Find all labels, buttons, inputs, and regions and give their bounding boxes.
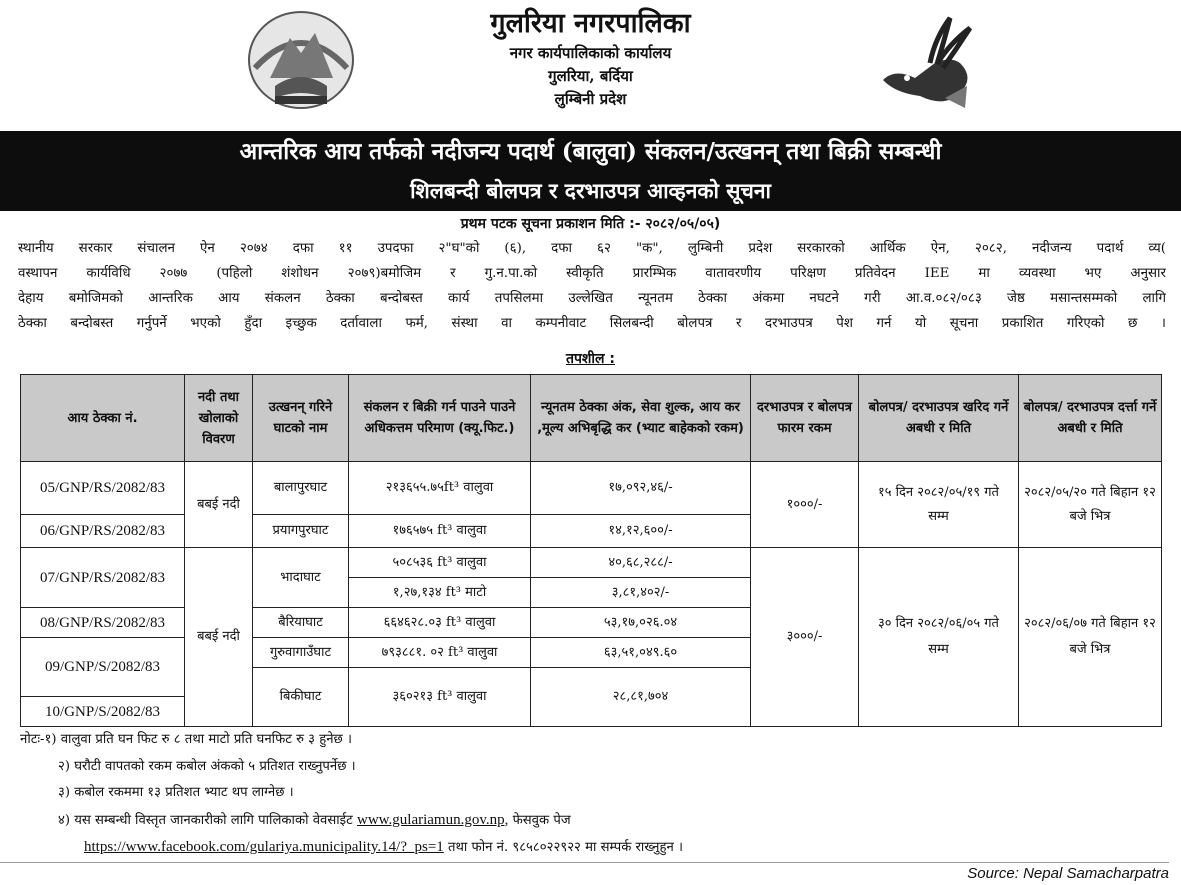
contract-no: 06/GNP/RS/2082/83 xyxy=(21,515,185,548)
register-deadline: २०८२/०६/०७ गते बिहान १२ बजे भित्र xyxy=(1019,548,1162,727)
source-credit: Source: Nepal Samacharpatra xyxy=(0,862,1169,882)
col-header-contract-no: आय ठेक्का नं. xyxy=(21,375,185,462)
ghat-name: बैरियाघाट xyxy=(253,608,349,638)
min-amount: १७,०९२,४६/- xyxy=(531,462,751,515)
table-row xyxy=(21,548,1162,578)
details-heading-text: तपशील : xyxy=(565,351,616,367)
quantity: ६६४६२८.०३ ft³ वालुवा xyxy=(349,608,531,638)
col-header-min-amount: न्यूनतम ठेक्का अंक, सेवा शुल्क, आय कर ,मूल्य अभिबृद्धि कर (भ्याट बाहेकको रकम) xyxy=(531,375,751,462)
river-name: बबई नदी xyxy=(185,462,253,548)
contract-no: 08/GNP/RS/2082/83 xyxy=(21,608,185,638)
notice-banner xyxy=(0,131,1181,211)
quantity: २१३६५५.७५ft³ वालुवा xyxy=(349,462,531,515)
table-header-row xyxy=(21,375,1162,462)
table-row xyxy=(21,462,1162,515)
ghat-name: भादाघाट xyxy=(253,548,349,608)
purchase-deadline: १५ दिन २०८२/०५/१९ गते सम्म xyxy=(859,462,1019,548)
banner-line-1: आन्तरिक आय तर्फको नदीजन्य पदार्थ (बालुवा) संकलन/उत्खनन् तथा बिक्री सम्बन्धी xyxy=(239,138,942,165)
form-fee: ३०००/- xyxy=(751,548,859,727)
intro-line: वस्थापन कार्यविधि २०७७ (पहिलो शंशोधन २०७९)बमोजिम र गु.न.पा.को स्वीकृति प्रारम्भिक वातावरणीय परिक्षण प्रतिवेदन IEE मा व्यवस्था भए अनुसार xyxy=(18,266,1166,281)
contract-table xyxy=(20,374,1162,727)
min-amount: ३,८१,४०२/- xyxy=(531,578,751,608)
municipality-name: गुलरिया नगरपालिका xyxy=(490,8,691,39)
contract-no: 07/GNP/RS/2082/83 xyxy=(21,548,185,608)
ghat-name: प्रयागपुरघाट xyxy=(253,515,349,548)
form-fee: १०००/- xyxy=(751,462,859,548)
min-amount: ५३,१७,०२६.०४ xyxy=(531,608,751,638)
note-5-text: तथा फोन नं. ९८५८०२२९२२ मा सम्पर्क राख्नुहुन । xyxy=(447,840,683,855)
min-amount: १४,१२,६००/- xyxy=(531,515,751,548)
col-header-quantity: संकलन र बिक्री गर्न पाउने पाउने अधिकत्तम परिमाण (क्यू.फिट.) xyxy=(349,375,531,462)
contract-no: 05/GNP/RS/2082/83 xyxy=(21,462,185,515)
col-header-ghat: उत्खनन् गरिने घाटको नाम xyxy=(253,375,349,462)
intro-line: ठेक्का बन्दोबस्त गर्नुपर्ने भएको हुँदा इच्छुक दर्तावाला फर्म, संस्था वा कम्पनीवाट सिलबन्दी बोलपत्र र दरभाउपत्र पेश गर्न यो सूचना प्रकाशित गरिएको छ । xyxy=(18,316,1166,331)
quantity: ५०८५३६ ft³ वालुवा xyxy=(349,548,531,578)
quantity: १,२७,१३४ ft³ माटो xyxy=(349,578,531,608)
quantity: ७९३८८१. ०२ ft³ वालुवा xyxy=(349,638,531,668)
note-3: ३) कबोल रकममा १३ प्रतिशत भ्याट थप लाग्नेछ । xyxy=(58,785,294,800)
office-province: लुम्बिनी प्रदेश xyxy=(554,90,627,108)
col-header-purchase-deadline: बोलपत्र/ दरभाउपत्र खरिद गर्ने अबधी र मिति xyxy=(859,375,1019,462)
note-4 xyxy=(20,807,1170,835)
publication-date: प्रथम पटक सूचना प्रकाशन मिति :- २०८२/०५/०५) xyxy=(460,216,721,232)
details-heading xyxy=(0,348,1181,370)
ghat-name: बिकीघाट xyxy=(253,668,349,727)
website-link[interactable]: www.gulariamun.gov.np, xyxy=(357,811,509,828)
note-4-facebook-label: फेसवुक पेज xyxy=(512,812,571,828)
purchase-deadline: ३० दिन २०८२/०६/०५ गते सम्म xyxy=(859,548,1019,727)
quantity: १७६५७५ ft³ वालुवा xyxy=(349,515,531,548)
min-amount: ६३,५१,०४९.६० xyxy=(531,638,751,668)
contract-no: 09/GNP/S/2082/83 xyxy=(21,638,185,697)
river-name: बबई नदी xyxy=(185,548,253,727)
intro-line: देहाय बमोजिमको आन्तरिक आय संकलन ठेक्का बन्दोबस्त कार्य तपसिलमा उल्लेखित न्यूनतम ठेक्का अंकमा नघटने गरी आ.व.०८२/०८३ जेष्ठ मसान्तसम्मको लागि xyxy=(18,291,1166,306)
contract-no: 10/GNP/S/2082/83 xyxy=(21,697,185,727)
office-name: नगर कार्यपालिकाको कार्यालय xyxy=(509,44,672,62)
quantity: ३६०२१३ ft³ वालुवा xyxy=(349,668,531,727)
note-1: नोटः-१) वालुवा प्रति घन फिट रु ८ तथा माटो प्रति घनफिट रु ३ हुनेछ । xyxy=(20,732,352,747)
banner-line-2: शिलबन्दी बोलपत्र र दरभाउपत्र आव्हनको सूचना xyxy=(410,178,771,203)
notice-header xyxy=(0,0,1181,130)
col-header-form-fee: दरभाउपत्र र बोलपत्र फारम रकम xyxy=(751,375,859,462)
col-header-register-deadline: बोलपत्र/ दरभाउपत्र दर्त्ता गर्ने अबधी र मिति xyxy=(1019,375,1162,462)
note-5 xyxy=(20,834,1170,862)
min-amount: २८,८१,७०४ xyxy=(531,668,751,727)
register-deadline: २०८२/०५/२० गते बिहान १२ बजे भित्र xyxy=(1019,462,1162,548)
facebook-link[interactable]: https://www.facebook.com/gulariya.municipality.14/?_ps=1 xyxy=(84,839,444,855)
ghat-name: बालापुरघाट xyxy=(253,462,349,515)
col-header-river: नदी तथा खोलाको विवरण xyxy=(185,375,253,462)
min-amount: ४०,६८,२८८/- xyxy=(531,548,751,578)
note-2: २) घरौटी वापतको रकम कबोल अंकको ५ प्रतिशत राख्नुपर्नेछ । xyxy=(58,758,356,774)
notes-section xyxy=(20,727,1170,862)
office-place: गुलरिया, बर्दिया xyxy=(548,67,633,85)
header-text xyxy=(0,6,1181,111)
note-4-text: ४) यस सम्बन्धी विस्तृत जानकारीको लागि पालिकाको वेवसाईट xyxy=(58,812,353,828)
intro-line: स्थानीय सरकार संचालन ऐन २०७४ दफा ११ उपदफा २"घ"को (६), दफा ६२ "क", लुम्बिनी प्रदेश सरकारको आर्थिक ऐन, २०८२, नदीजन्य पदार्थ व्य( xyxy=(18,241,1166,256)
ghat-name: गुरुवागाउँघाट xyxy=(253,638,349,668)
intro-paragraph xyxy=(18,236,1166,336)
blackbuck-logo-icon xyxy=(875,8,975,123)
